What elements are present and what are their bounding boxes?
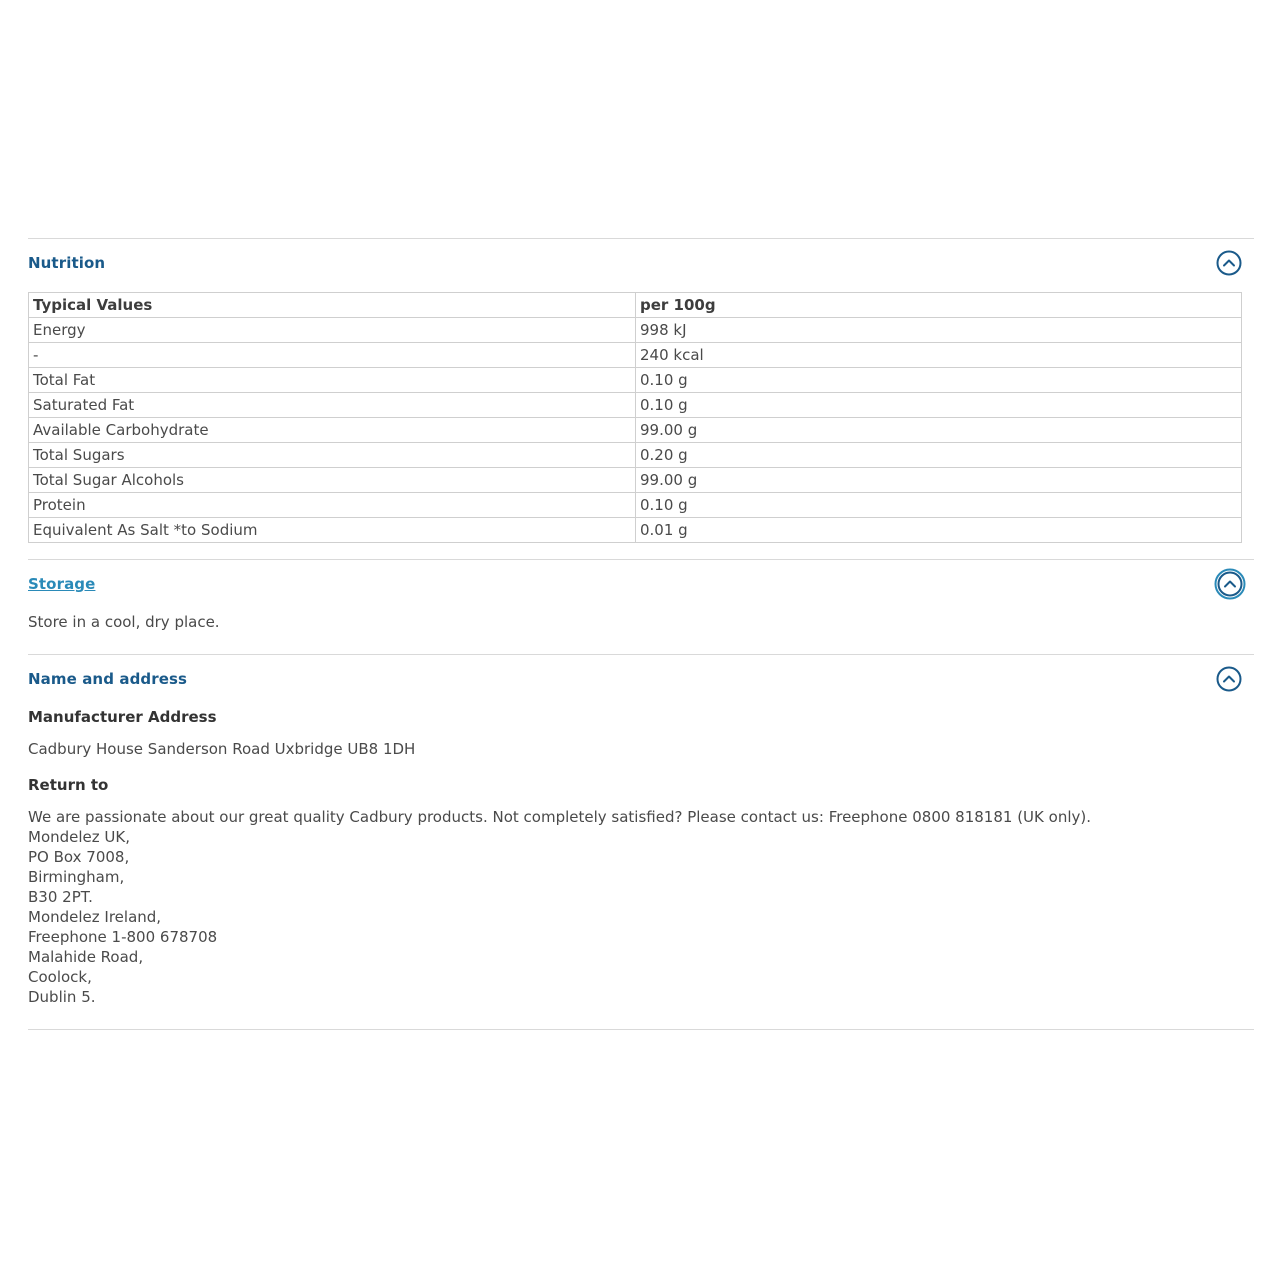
table-row [29, 343, 1242, 368]
nutrition-collapse-toggle[interactable] [1216, 250, 1242, 276]
nutrient-name-cell: Total Fat [29, 368, 636, 393]
nutrient-name-cell: Protein [29, 493, 636, 518]
nutrient-name-cell: Energy [29, 318, 636, 343]
address-line: Mondelez UK, [28, 828, 130, 846]
nutrient-name-cell: Equivalent As Salt *to Sodium [29, 518, 636, 543]
nutrition-header[interactable] [28, 239, 1254, 287]
chevron-up-circle-icon [1214, 568, 1246, 600]
table-row [29, 493, 1242, 518]
nutrient-value-cell: 0.10 g [636, 393, 1242, 418]
name-address-section [28, 654, 1254, 1030]
table-row [29, 418, 1242, 443]
address-line: Birmingham, [28, 868, 125, 886]
address-line: Dublin 5. [28, 988, 96, 1006]
nutrient-value-cell: 0.10 g [636, 368, 1242, 393]
nutrition-section [28, 238, 1254, 543]
table-row [29, 368, 1242, 393]
return-to-address [28, 807, 1254, 1007]
nutrition-title: Nutrition [28, 254, 106, 272]
address-line: Mondelez Ireland, [28, 908, 162, 926]
name-address-title: Name and address [28, 670, 188, 688]
manufacturer-address: Cadbury House Sanderson Road Uxbridge UB8 1DH [28, 740, 416, 758]
manufacturer-address-label: Manufacturer Address [28, 708, 217, 726]
storage-header[interactable] [28, 560, 1254, 608]
nutrient-name-cell: - [29, 343, 636, 368]
storage-text: Store in a cool, dry place. [28, 613, 220, 631]
table-row [29, 443, 1242, 468]
address-line: B30 2PT. [28, 888, 93, 906]
table-row [29, 518, 1242, 543]
nutrient-value-cell: 240 kcal [636, 343, 1242, 368]
name-address-content [28, 703, 1254, 1029]
nutrient-value-cell: 0.10 g [636, 493, 1242, 518]
product-details [28, 238, 1254, 1030]
address-line: Malahide Road, [28, 948, 144, 966]
nutrition-table [28, 292, 1242, 543]
nutrient-name-cell: Available Carbohydrate [29, 418, 636, 443]
address-line: Freephone 1-800 678708 [28, 928, 218, 946]
chevron-up-circle-icon [1216, 666, 1242, 692]
return-to-label: Return to [28, 776, 109, 794]
nutrient-name-cell: Total Sugars [29, 443, 636, 468]
nutrient-value-cell: 0.01 g [636, 518, 1242, 543]
storage-collapse-toggle[interactable] [1214, 568, 1246, 600]
address-line: PO Box 7008, [28, 848, 130, 866]
nutrition-header-row [29, 293, 1242, 318]
name-address-header[interactable] [28, 655, 1254, 703]
nutrient-value-cell: 0.20 g [636, 443, 1242, 468]
nutrient-name-cell: Total Sugar Alcohols [29, 468, 636, 493]
table-row [29, 318, 1242, 343]
address-line: We are passionate about our great quality Cadbury products. Not completely satisfied? Please contact us: Freephone 0800 818181 (UK only). [28, 808, 1091, 826]
table-row [29, 468, 1242, 493]
nutrient-value-cell: 99.00 g [636, 468, 1242, 493]
chevron-up-circle-icon [1216, 250, 1242, 276]
storage-title[interactable]: Storage [28, 575, 96, 593]
address-line: Coolock, [28, 968, 92, 986]
column-header-per-100g: per 100g [636, 293, 1242, 318]
name-address-collapse-toggle[interactable] [1216, 666, 1242, 692]
nutrient-name-cell: Saturated Fat [29, 393, 636, 418]
nutrient-value-cell: 99.00 g [636, 418, 1242, 443]
column-header-typical-values: Typical Values [29, 293, 636, 318]
storage-section [28, 559, 1254, 654]
storage-content [28, 608, 1254, 654]
nutrient-value-cell: 998 kJ [636, 318, 1242, 343]
table-row [29, 393, 1242, 418]
